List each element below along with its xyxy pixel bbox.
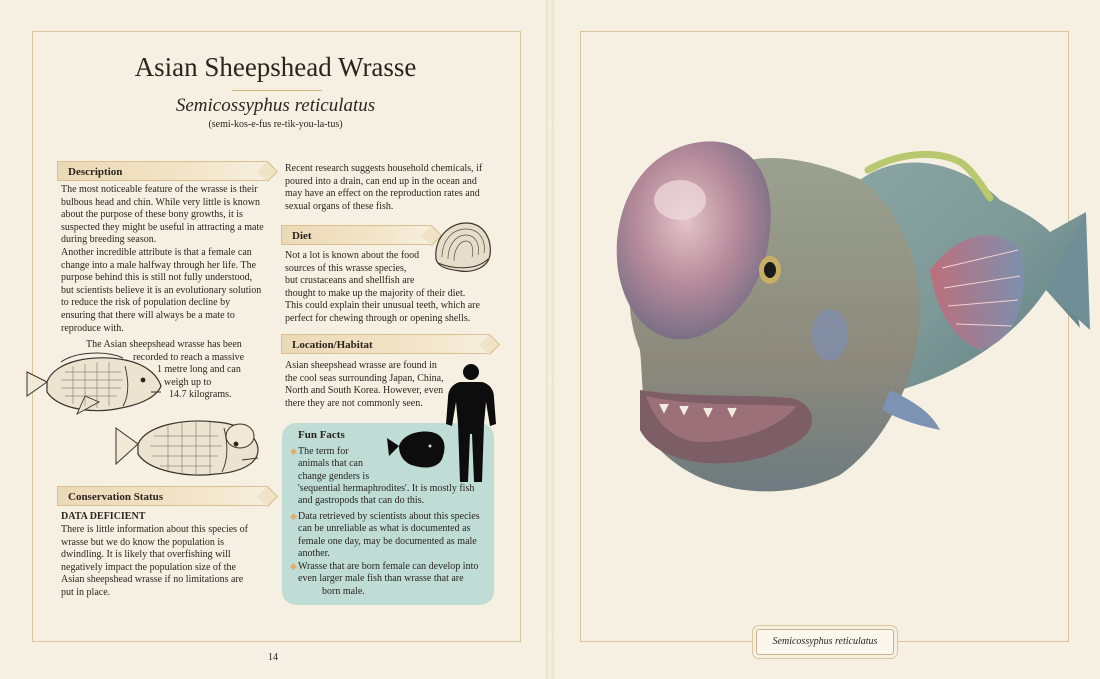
page-title: Asian Sheepshead Wrasse xyxy=(134,52,417,82)
diet-text xyxy=(285,250,490,326)
description-paragraph-1: The most noticeable feature of the wrasse is their bulbous head and chin. While very little is known about the purpose of these bony growths, it is suspected they might be useful in attracting a mate during breeding season. xyxy=(61,184,264,246)
bullet-icon: ◆ xyxy=(290,561,297,571)
human-silhouette xyxy=(446,362,498,484)
size-line: 1 metre long and can xyxy=(157,364,241,376)
diet-line: but crustaceans and shellfish are xyxy=(285,275,415,287)
fun-fact-line: even larger male fish than wrasse that are xyxy=(298,573,464,585)
fun-fact-line: born male. xyxy=(322,585,365,597)
habitat-heading: Location/Habitat xyxy=(281,334,489,354)
diet-line: thought to make up the majority of their diet. xyxy=(285,287,466,299)
bullet-icon: ◆ xyxy=(290,511,297,521)
fun-facts-heading: Fun Facts xyxy=(298,429,345,441)
page-number: 14 xyxy=(268,652,278,663)
title-divider xyxy=(232,90,322,91)
illustration-caption: Semicossyphus reticulatus xyxy=(756,629,894,655)
description-paragraph-2: Another incredible attribute is that a female can change into a male halfway through her life. The purpose behind this is still not fully understood, but scientists believe it is an evolutionary solution to reduce the risk of population decline by ensuring that there will always be a mate to reproduce with. xyxy=(61,246,262,334)
fun-fact-3 xyxy=(290,561,490,598)
size-line: weigh up to xyxy=(164,376,212,388)
conservation-heading: Conservation Status xyxy=(57,486,267,506)
wrasse-silhouette xyxy=(385,424,447,472)
diet-line: Not a lot is known about the food xyxy=(285,250,420,261)
wrasse-illustration xyxy=(600,140,1090,510)
size-line: recorded to reach a massive xyxy=(133,351,245,363)
size-line: 14.7 kilograms. xyxy=(169,389,232,401)
description-text xyxy=(61,184,266,335)
fun-fact-line: Wrasse that are born female can develop into xyxy=(298,561,479,572)
fun-fact-line: animals that can xyxy=(298,458,363,470)
research-text: Recent research suggests household chemicals, if poured into a drain, can end up in the ocean and may have an effect on the reproduction rates and sexual organs of these fish. xyxy=(285,163,483,212)
male-wrasse-sketch xyxy=(25,352,167,418)
diet-line: This could explain their unusual teeth, which are xyxy=(285,300,480,312)
size-line: The Asian sheepshead wrasse has been xyxy=(86,339,242,350)
female-wrasse-sketch xyxy=(112,414,262,482)
fun-fact-line: 'sequential hermaphrodites'. It is mostly fish xyxy=(298,482,475,494)
fun-fact-line: and gastropods that can do this. xyxy=(298,495,425,507)
diet-line: perfect for chewing through or opening shells. xyxy=(285,312,471,324)
pronunciation: (semi-kos-e-fus re-tik-you-la-tus) xyxy=(208,119,343,130)
fun-fact-line: change genders is xyxy=(298,470,370,482)
conservation-status: DATA DEFICIENT xyxy=(61,511,146,522)
bullet-icon: ◆ xyxy=(290,446,297,456)
conservation-text: There is little information about this species of wrasse but we do know the population is dwindling. It is likely that overfishing will negatively impact the population size of the Asian sheepshead wrasse if no limitations are put in place. xyxy=(61,524,248,598)
diet-line: sources of this wrasse species, xyxy=(285,262,407,274)
fun-fact-2 xyxy=(290,511,488,560)
book-gutter xyxy=(546,0,554,679)
habitat-text: Asian sheepshead wrasse are found in the cool seas surrounding Japan, China, North and South Korea. However, even there they are not commonly seen. xyxy=(285,360,444,409)
fun-fact-text: Data retrieved by scientists about this species can be unreliable as what is documented as female one day, may be documented as male another. xyxy=(298,511,480,559)
diet-heading: Diet xyxy=(281,225,431,245)
scientific-name: Semicossyphus reticulatus xyxy=(175,95,376,116)
description-heading: Description xyxy=(57,161,267,181)
fun-fact-line: The term for xyxy=(298,446,349,457)
